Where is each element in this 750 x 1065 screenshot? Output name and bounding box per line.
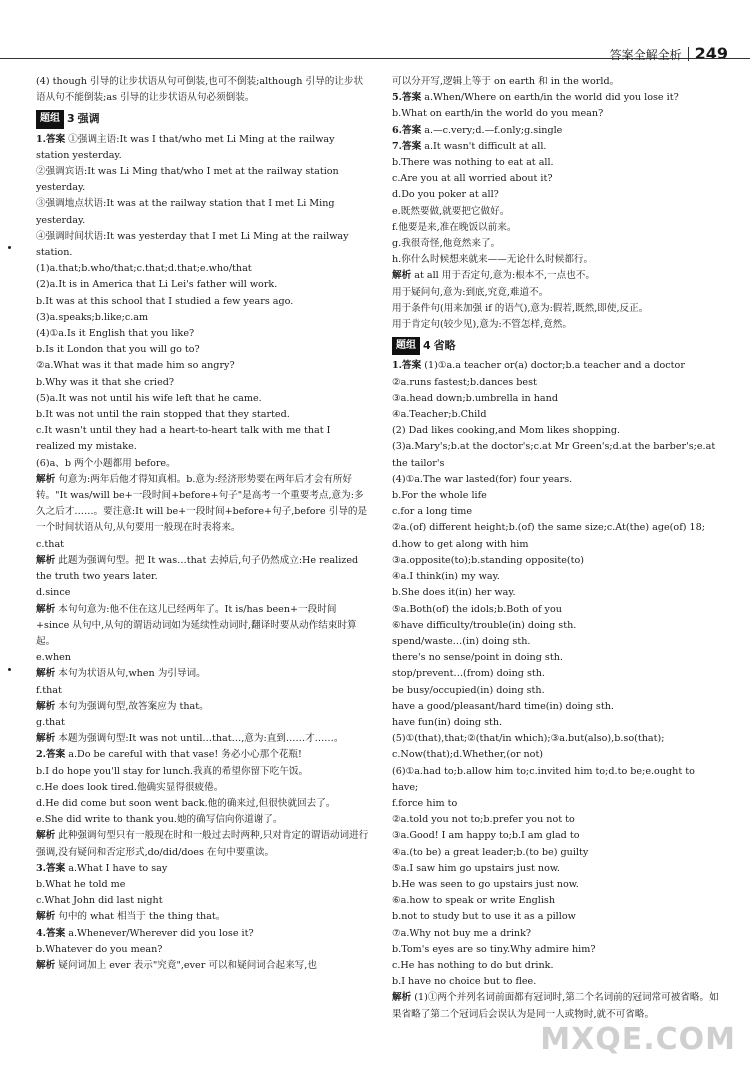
text-line: spend/waste…(in) doing sth. [392, 635, 531, 647]
answer-label: 解析 [392, 992, 412, 1004]
text-line: 解析 句意为:两年后他才得知真相。b.意为:经济形势要在两年后才会有所好转。"It was/will be+一段时间+before+句子"是高考一个重要考点,意为:多久之后才……。要注意:It will be+一段时间+before+句子,before 引导的是一个时间状语从句,从句要用一般现在时表将来。 [36, 473, 368, 534]
text-line: ④强调时间状语:It was yesterday that I met Li Ming at the railway station. [36, 230, 349, 259]
text-line: (3)a.speaks;b.like;c.am [36, 311, 149, 323]
text-line: b.It was at this school that I studied a few years ago. [36, 295, 294, 307]
right-column [392, 74, 722, 1023]
text-line: b.There was nothing to eat at all. [392, 157, 554, 169]
text-line: c.that [36, 538, 65, 550]
text-line: ⑤a.Both(of) the idols;b.Both of you [392, 603, 562, 615]
text-line: 解析 本句为状语从句,when 为引导词。 [36, 668, 206, 680]
text-line: c.He has nothing to do but drink. [392, 959, 554, 971]
left-column [36, 74, 369, 974]
text-line: ⑦a.Why not buy me a drink? [392, 927, 532, 939]
text-line: ③a.opposite(to);b.standing opposite(to) [392, 554, 585, 566]
text-line: (2) Dad likes cooking,and Mom likes shopping. [392, 425, 621, 437]
text-line: ④a.I think(in) my way. [392, 571, 500, 583]
page-number: 249 [694, 44, 728, 63]
text-line: ②a.told you not to;b.prefer you not to [392, 814, 575, 826]
text-line: b.For the whole life [392, 490, 487, 502]
section-title: 省略 [433, 339, 456, 353]
text-line: 2.答案 a.Do be careful with that vase! 务必小心那个花瓶! [36, 749, 302, 761]
section-number: 4 [423, 339, 431, 353]
answer-label: 解析 [36, 959, 56, 971]
text-line: 解析 本题为强调句型:It was not until…that…,意为:直到……才……。 [36, 733, 344, 745]
text-line: (4) though 引导的让步状语从句可倒装,也可不倒装;although 引导的让步状语从句不能倒装;as 引导的让步状语从句必须倒装。 [36, 76, 364, 104]
text-line: b.It was not until the rain stopped that they started. [36, 409, 290, 421]
section-number: 3 [67, 112, 75, 126]
text-line: c.Now(that);d.Whether,(or not) [392, 749, 544, 761]
text-line: 用于疑问句,意为:到底,究竟,难道不。 [392, 286, 549, 298]
text-line: ⑤a.I saw him go upstairs just now. [392, 862, 560, 874]
text-line: 7.答案 a.It wasn't difficult at all. [392, 140, 547, 152]
text-line: b.I have no choice but to flee. [392, 976, 537, 988]
answer-label: 解析 [36, 603, 56, 615]
answer-label: 解析 [36, 473, 56, 485]
answer-label: 7.答案 [392, 140, 422, 152]
text-line: b.Tom's eyes are so tiny.Why admire him? [392, 943, 596, 955]
text-line: b.He was seen to go upstairs just now. [392, 878, 579, 890]
text-line: c.What John did last night [36, 895, 163, 907]
text-line: d.He did come but soon went back.他的确来过,但很快就回去了。 [36, 797, 336, 809]
text-line: ⑥have difficulty/trouble(in) doing sth. [392, 619, 577, 631]
text-line: 用于肯定句(较少见),意为:不管怎样,竟然。 [392, 319, 572, 331]
text-line: ③a.head down;b.umbrella in hand [392, 392, 558, 404]
answer-label: 3.答案 [36, 862, 66, 874]
text-line: 6.答案 a.—c.very;d.—f.only;g.single [392, 124, 563, 136]
text-line: (4)①a.The war lasted(for) four years. [392, 473, 573, 485]
text-line: e.既然要做,就要把它做好。 [392, 205, 510, 217]
text-line: 解析 此题为强调句型。把 It was…that 去掉后,句子仍然成立:He realized the truth two years later. [36, 554, 359, 583]
text-line: d.how to get along with him [392, 538, 529, 550]
text-line: c.It wasn't until they had a heart-to-heart talk with me that I realized my mistake. [36, 425, 331, 453]
text-line: 解析 疑问词加上 ever 表示"究竟",ever 可以和疑问词合起来写,也 [36, 959, 317, 971]
answer-label: 1.答案 [392, 360, 422, 372]
text-line: b.Is it London that you will go to? [36, 344, 200, 356]
text-line: b.She does it(in) her way. [392, 587, 516, 599]
text-line: ③a.Good! I am happy to;b.I am glad to [392, 830, 580, 842]
text-line: e.She did write to thank you.她的确写信向你道谢了。 [36, 814, 283, 826]
text-line: ④a.Teacher;b.Child [392, 409, 487, 421]
text-line: b.What he told me [36, 878, 126, 890]
text-line: 解析 句中的 what 相当于 the thing that。 [36, 911, 226, 923]
text-line: (4)①a.Is it English that you like? [36, 328, 195, 340]
text-line: (5)①(that),that;②(that/in which);③a.but(also),b.so(that); [392, 733, 665, 745]
text-line: be busy/occupied(in) doing sth. [392, 684, 545, 696]
answer-label: 解析 [36, 668, 56, 680]
text-line: there's no sense/point in doing sth. [392, 652, 563, 664]
text-line: 解析 at all 用于否定句,意为:根本不,一点也不。 [392, 270, 596, 282]
answer-label: 1.答案 [36, 133, 66, 145]
text-line: ③强调地点状语:It was at the railway station that I met Li Ming yesterday. [36, 198, 335, 226]
text-line: b.not to study but to use it as a pillow [392, 911, 576, 923]
text-line: b.What on earth/in the world do you mean? [392, 108, 604, 120]
margin-mark [8, 246, 11, 249]
text-line: d.since [36, 587, 71, 599]
text-line: f.他要是来,准在晚饭以前来。 [392, 221, 517, 233]
text-line: g.我很奇怪,他竟然来了。 [392, 238, 501, 250]
text-line: (1)a.that;b.who/that;c.that;d.that;e.who/that [36, 263, 252, 275]
text-line: c.for a long time [392, 506, 473, 518]
text-line: 5.答案 a.When/Where on earth/in the world did you lose it? [392, 92, 679, 104]
text-line: 4.答案 a.Whenever/Wherever did you lose it? [36, 927, 254, 939]
text-line: have fun(in) doing sth. [392, 716, 503, 728]
text-line: ②a.What was it that made him so angry? [36, 360, 235, 372]
text-line: 用于条件句(用来加强 if 的语气),意为:假若,既然,即使,反正。 [392, 302, 649, 314]
answer-label: 解析 [36, 830, 56, 842]
text-line: 解析 本句为强调句型,故答案应为 that。 [36, 700, 209, 712]
text-line: have a good/pleasant/hard time(in) doing sth. [392, 700, 614, 712]
text-line: ④a.(to be) a great leader;b.(to be) guilty [392, 846, 589, 858]
section-badge: 题组 [36, 110, 64, 128]
header-rule [0, 58, 750, 59]
text-line: (6)a、b 两个小题都用 before。 [36, 457, 176, 469]
text-line: c.Are you at all worried about it? [392, 173, 553, 185]
text-line: d.Do you poker at all? [392, 189, 499, 201]
answer-label: 解析 [36, 911, 56, 923]
text-line: 解析 (1)①两个并列名词前面都有冠词时,第二个名词前的冠词常可被省略。如果省略了第二个冠词后会误认为是同一人或物时,就不可省略。 [392, 992, 719, 1020]
answer-label: 解析 [36, 700, 56, 712]
text-line: b.Why was it that she cried? [36, 376, 175, 388]
text-line: b.I do hope you'll stay for lunch.我真的希望你留下吃午饭。 [36, 765, 309, 777]
answer-label: 4.答案 [36, 927, 66, 939]
text-line: b.Whatever do you mean? [36, 943, 163, 955]
answer-label: 2.答案 [36, 749, 66, 761]
text-line: f.that [36, 684, 62, 696]
text-line: (2)a.It is in America that Li Lei's father will work. [36, 279, 278, 291]
text-line: ②a.runs fastest;b.dances best [392, 376, 537, 388]
section-title: 强调 [77, 112, 100, 126]
text-line: ②a.(of) different height;b.(of) the same size;c.At(the) age(of) 18; [392, 522, 705, 534]
text-line: h.你什么时候想来就来——无论什么时候都行。 [392, 254, 594, 266]
text-line: ⑥a.how to speak or write English [392, 895, 556, 907]
section-heading [36, 110, 369, 128]
text-line: 3.答案 a.What I have to say [36, 862, 168, 874]
text-line: (3)a.Mary's;b.at the doctor's;c.at Mr Green's;d.at the barber's;e.at the tailor's [392, 441, 716, 469]
text-line: c.He does look tired.他确实显得很疲倦。 [36, 781, 224, 793]
text-line: stop/prevent…(from) doing sth. [392, 668, 545, 680]
header-title: 答案全解全析 [609, 48, 682, 62]
answer-label: 解析 [36, 554, 56, 566]
answer-label: 6.答案 [392, 124, 422, 136]
text-line: f.force him to [392, 797, 458, 809]
answer-label: 解析 [36, 733, 56, 745]
text-line: 解析 此种强调句型只有一般现在时和一般过去时两种,只对肯定的谓语动词进行强调,没有疑问和否定形式,do/did/does 在句中要重读。 [36, 830, 369, 858]
text-line: 1.答案 (1)①a.a teacher or(a) doctor;b.a teacher and a doctor [392, 360, 685, 372]
text-line: e.when [36, 652, 71, 664]
answer-label: 5.答案 [392, 92, 422, 104]
answer-label: 解析 [392, 270, 412, 282]
text-line: 可以分开写,逻辑上等于 on earth 和 in the world。 [392, 76, 620, 87]
text-line: (6)①a.had to;b.allow him to;c.invited him to;d.to be;e.ought to have; [392, 765, 695, 793]
text-line: g.that [36, 716, 65, 728]
watermark: MXQE.COM [540, 1022, 736, 1057]
text-line: (5)a.It was not until his wife left that he came. [36, 392, 262, 404]
text-line: ②强调宾语:It was Li Ming that/who I met at the railway station yesterday. [36, 166, 339, 194]
text-line: 解析 本句句意为:他不住在这儿已经两年了。It is/has been+一段时间+since 从句中,从句的谓语动词如为延续性动词时,翻译时要从动作结束时算起。 [36, 603, 357, 647]
section-heading [392, 337, 722, 355]
margin-mark [8, 668, 11, 671]
section-badge: 题组 [392, 337, 420, 355]
page-header [610, 44, 728, 63]
text-line: 1.答案 ①强调主语:It was I that/who met Li Ming at the railway station yesterday. [36, 133, 335, 161]
